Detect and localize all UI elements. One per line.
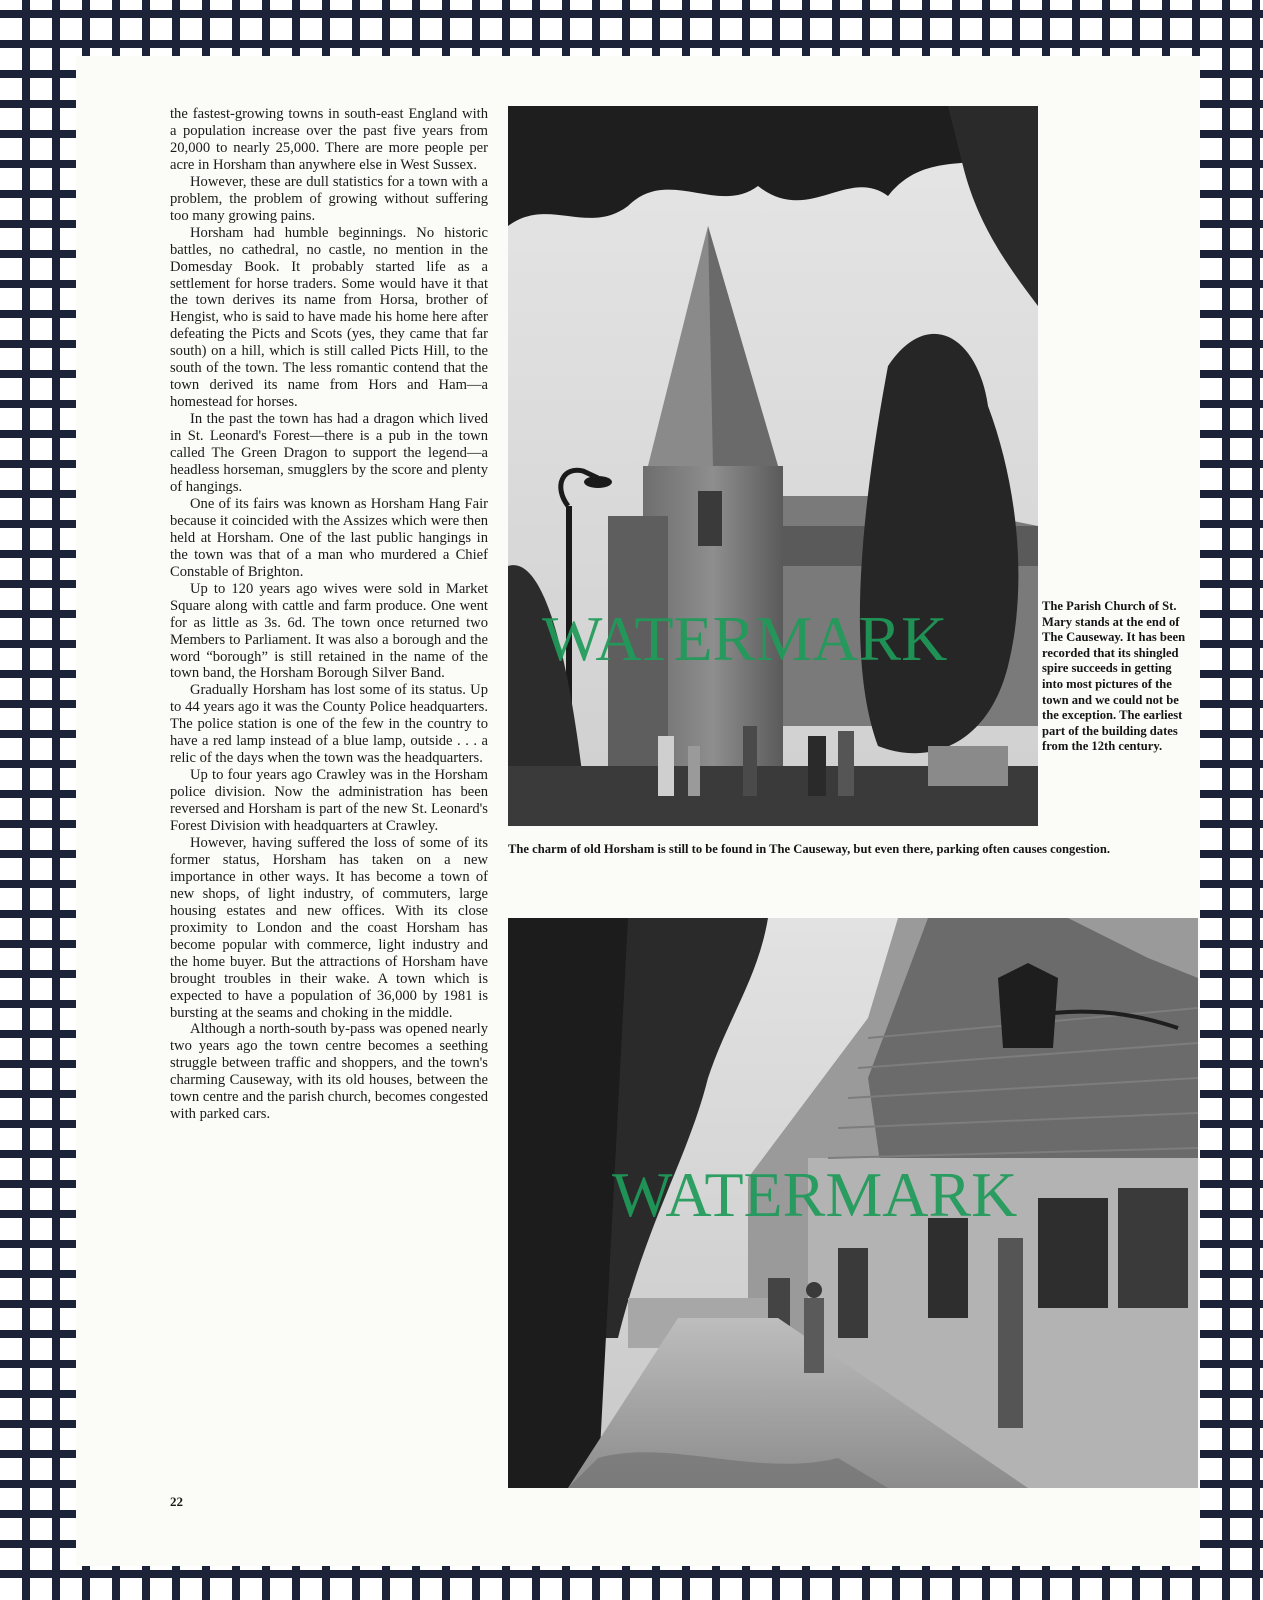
article-column (170, 106, 488, 1123)
watermark-text: WATERMARK (542, 603, 948, 674)
causeway-photo-image (508, 918, 1198, 1488)
church-caption: The Parish Church of St. Mary stands at the end of The Causeway. It has been recorded that its shingled spire succeeds in getting into most pictures of the town and we could not be the exception. The earliest part of the building dates from the 12th century. (1042, 599, 1186, 754)
magazine-page (76, 56, 1200, 1566)
article-paragraph: Up to four years ago Crawley was in the Horsham police division. Now the administration has been reversed and Horsham is part of the new St. Leonard's Forest Division with headquarters at Crawley. (170, 767, 488, 835)
church-photo-image (508, 106, 1038, 826)
article-paragraph: Although a north-south by-pass was opened nearly two years ago the town centre becomes a seething struggle between traffic and shoppers, and the town's charming Causeway, with its old houses, between the town centre and the parish church, becomes congested with parked cars. (170, 1021, 488, 1123)
article-paragraph: In the past the town has had a dragon which lived in St. Leonard's Forest—there is a pub in the town called The Green Dragon to support the legend—a headless horseman, smugglers by the score and plenty of hangings. (170, 411, 488, 495)
church-photo (508, 106, 1038, 826)
article-paragraph: Horsham had humble beginnings. No historic battles, no cathedral, no castle, no mention in the Domesday Book. It probably started life as a settlement for horse traders. Some would have it that the town derives its name from Horsa, brother of Hengist, who is said to have made his home here after defeating the Picts and Scots (yes, they came that far south) on a hill, which is still called Picts Hill, to the south of the town. The less romantic contend that the town derived its name from Hors and Ham—a homestead for horses. (170, 224, 488, 411)
article-paragraph: Up to 120 years ago wives were sold in Market Square along with cattle and farm produce. One went for as little as 3s. 6d. The town once returned two Members to Parliament. It was also a borough and the word “borough” is still retained in the name of the town band, the Horsham Borough Silver Band. (170, 580, 488, 682)
article-paragraph: Gradually Horsham has lost some of its status. Up to 44 years ago it was the County Police headquarters. The police station is one of the few in the country to have a red lamp instead of a blue lamp, outside . . . a relic of the days when the town was the headquarters. (170, 682, 488, 767)
page-number: 22 (170, 1494, 183, 1509)
article-paragraph: However, having suffered the loss of some of its former status, Horsham has taken on a new importance in other ways. It has become a town of new shops, of light industry, of commuters, large housing estates and new offices. With its close proximity to London and the coast Horsham has become popular with commerce, light industry and the home buyer. But the attractions of Horsham have brought troubles in their wake. A town which is expected to have a population of 36,000 by 1981 is bursting at the seams and choking in the middle. (170, 834, 488, 1021)
article-paragraph: One of its fairs was known as Horsham Hang Fair because it coincided with the Assizes which were then held at Horsham. One of the last public hangings in the town was that of a man who murdered a Chief Constable of Brighton. (170, 495, 488, 580)
article-paragraph: the fastest-growing towns in south-east England with a population increase over the past five years from 20,000 to nearly 25,000. There are more people per acre in Horsham than anywhere else in West Sussex. (170, 106, 488, 173)
causeway-photo (508, 918, 1198, 1488)
causeway-caption: The charm of old Horsham is still to be found in The Causeway, but even there, parking often causes congestion. (508, 842, 1110, 856)
article-paragraph: However, these are dull statistics for a town with a problem, the problem of growing without suffering too many growing pains. (170, 173, 488, 224)
watermark-text: WATERMARK (612, 1159, 1018, 1230)
